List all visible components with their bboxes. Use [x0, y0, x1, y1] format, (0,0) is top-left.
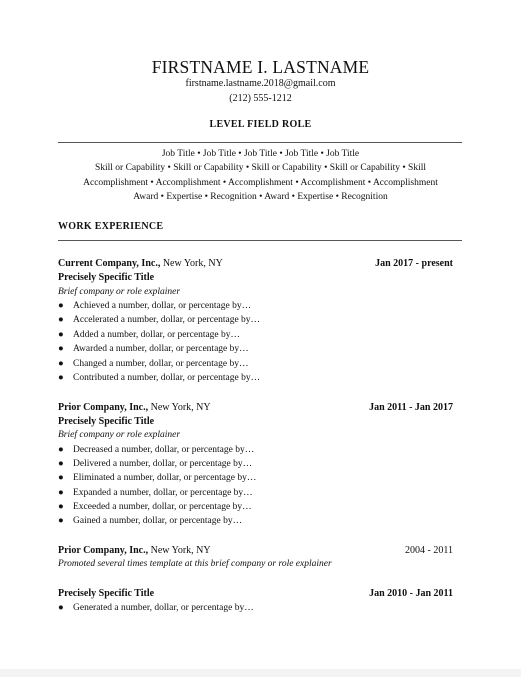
- list-item: [58, 344, 249, 354]
- email-address: firstname.lastname.2018@gmail.com: [185, 78, 336, 89]
- summary-accomplishments: Accomplishment • Accomplishment • Accomplishment • Accomplishment • Accomplishment: [83, 178, 438, 188]
- bullet-text: Added a number, dollar, or percentage by…: [73, 330, 241, 340]
- job3-location: New York, NY: [148, 545, 211, 556]
- list-item: [58, 473, 256, 483]
- job3-dates: 2004 - 2011: [405, 545, 453, 556]
- job1-company: Current Company, Inc.,: [58, 258, 161, 269]
- bullet-text: Exceeded a number, dollar, or percentage by…: [73, 502, 252, 512]
- section-heading-work: WORK EXPERIENCE: [58, 221, 164, 232]
- bullet-text: Eliminated a number, dollar, or percentage by…: [73, 473, 257, 483]
- bullet-icon: ●: [58, 473, 64, 483]
- job3-company-line: [58, 545, 211, 556]
- bullet-text: Awarded a number, dollar, or percentage by…: [73, 344, 249, 354]
- list-item: [58, 459, 252, 469]
- job2-company: Prior Company, Inc.,: [58, 402, 149, 413]
- summary-skills: Skill or Capability • Skill or Capability • Skill or Capability • Skill or Capability • Skill: [94, 163, 427, 173]
- job3-title: Precisely Specific Title: [58, 588, 155, 599]
- bullet-icon: ●: [58, 373, 64, 383]
- job1-explainer: Brief company or role explainer: [58, 287, 181, 297]
- candidate-name: FIRSTNAME I. LASTNAME: [151, 57, 370, 77]
- job1-company-line: [58, 258, 223, 269]
- job2-explainer: Brief company or role explainer: [58, 430, 181, 440]
- job2-company-line: [58, 402, 211, 413]
- bullet-text: Changed a number, dollar, or percentage by…: [73, 359, 249, 369]
- bullet-text: Gained a number, dollar, or percentage by…: [73, 516, 243, 526]
- job3-company: Prior Company, Inc.,: [58, 545, 149, 556]
- summary-awards: Award • Expertise • Recognition • Award • Expertise • Recognition: [133, 192, 388, 202]
- list-item: [58, 359, 248, 369]
- bullet-icon: ●: [58, 359, 64, 369]
- job3-title-dates: Jan 2010 - Jan 2011: [369, 588, 453, 599]
- list-item: [58, 315, 260, 325]
- job3-explainer: Promoted several times template at this brief company or role explainer: [58, 559, 332, 569]
- bullet-text: Expanded a number, dollar, or percentage by…: [73, 488, 253, 498]
- target-role: LEVEL FIELD ROLE: [209, 119, 312, 130]
- bullet-icon: ●: [58, 603, 64, 613]
- list-item: [58, 330, 240, 340]
- list-item: [58, 502, 252, 512]
- bullet-icon: ●: [58, 459, 64, 469]
- bullet-icon: ●: [58, 330, 64, 340]
- bullet-icon: ●: [58, 502, 64, 512]
- bullet-icon: ●: [58, 445, 64, 455]
- job2-dates: Jan 2011 - Jan 2017: [369, 402, 453, 413]
- bullet-text: Achieved a number, dollar, or percentage by…: [73, 301, 252, 311]
- bullet-icon: ●: [58, 488, 64, 498]
- summary-job-titles: Job Title • Job Title • Job Title • Job Title • Job Title: [161, 149, 360, 159]
- bullet-text: Generated a number, dollar, or percentage by…: [73, 603, 254, 613]
- bullet-text: Delivered a number, dollar, or percentage by…: [73, 459, 253, 469]
- list-item: [58, 301, 251, 311]
- list-item: [58, 603, 254, 613]
- bullet-text: Contributed a number, dollar, or percentage by…: [73, 373, 261, 383]
- bullet-icon: ●: [58, 301, 64, 311]
- bullet-text: Accelerated a number, dollar, or percentage by…: [73, 315, 261, 325]
- job1-title: Precisely Specific Title: [58, 272, 155, 283]
- list-item: [58, 516, 242, 526]
- list-item: [58, 488, 253, 498]
- phone-number: (212) 555-1212: [229, 93, 292, 104]
- list-item: [58, 445, 254, 455]
- page-edge: [0, 669, 521, 677]
- divider: [58, 240, 462, 241]
- bullet-text: Decreased a number, dollar, or percentage by…: [73, 445, 255, 455]
- job2-location: New York, NY: [148, 402, 211, 413]
- bullet-icon: ●: [58, 516, 64, 526]
- list-item: [58, 373, 260, 383]
- divider: [58, 142, 462, 143]
- bullet-icon: ●: [58, 315, 64, 325]
- job1-dates: Jan 2017 - present: [375, 258, 453, 269]
- job1-location: New York, NY: [160, 258, 223, 269]
- bullet-icon: ●: [58, 344, 64, 354]
- job2-title: Precisely Specific Title: [58, 416, 155, 427]
